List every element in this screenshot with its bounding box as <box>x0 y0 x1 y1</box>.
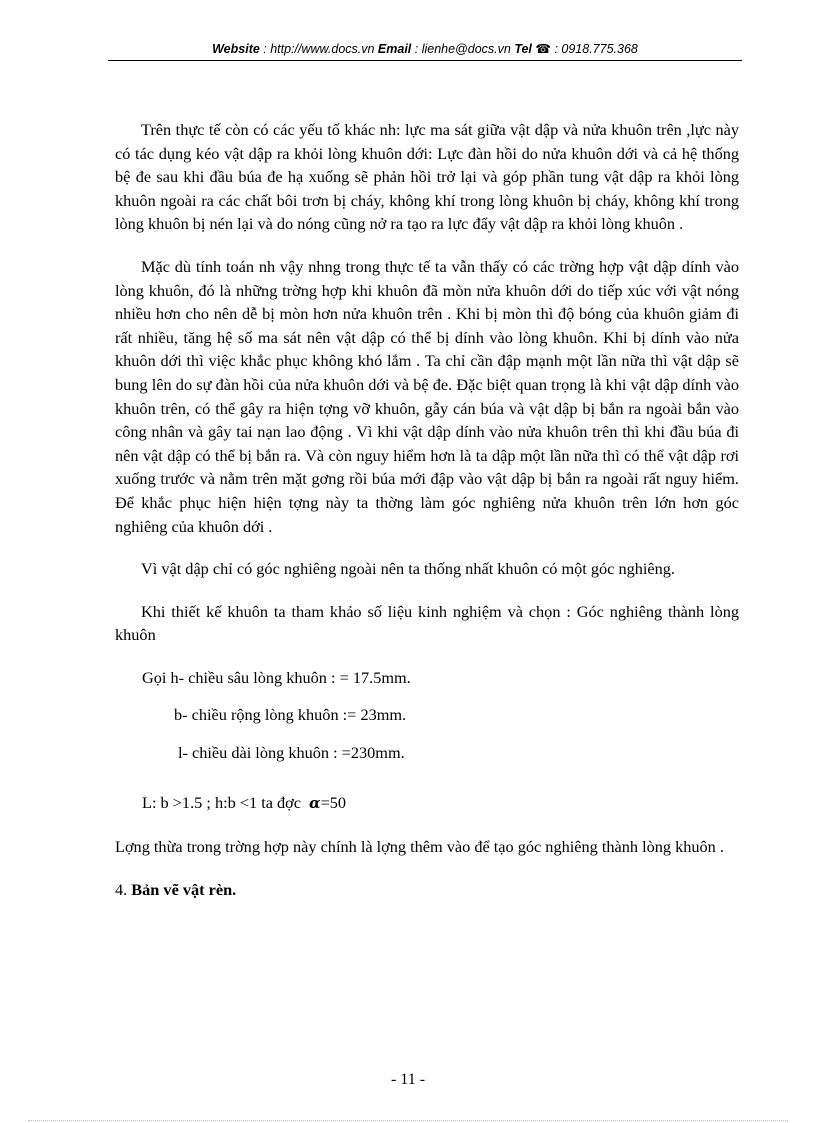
paragraph-allowance: Lợng thừa trong trờng hợp này chính là lợng thêm vào để tạo góc nghiêng thành lòng khuôn . <box>115 837 724 857</box>
section-number: 4. <box>115 879 128 899</box>
alpha-value: =50 <box>320 792 347 812</box>
definition-width: b- chiều rộng lòng khuôn := 23mm. <box>174 705 407 725</box>
document-body <box>115 118 739 918</box>
paragraph-draft-angle: Vì vật dập chỉ có góc nghiêng ngoài nên ta thống nhất khuôn có một góc nghiêng. <box>141 559 675 579</box>
page-header <box>108 40 742 58</box>
email-value: : lienhe@docs.vn <box>411 42 515 56</box>
paragraph-design-reference: Khi thiết kế khuôn ta tham khảo số liệu kinh nghiệm và chọn : Góc nghiêng thành lòng khuôn <box>115 601 739 645</box>
website-label: Website <box>212 42 260 56</box>
definition-depth: Gọi h- chiều sâu lòng khuôn : = 17.5mm. <box>142 667 411 687</box>
tel-value: : 0918.775.368 <box>550 42 638 56</box>
section-title: Bản vẽ vật rèn. <box>131 879 237 899</box>
paragraph-sticking-cases: Mặc dù tính toán nh vậy nhng trong thực tế ta vẫn thấy có các trờng hợp vật dập dính vào lòng khuôn, đó là những trờng hợp khi khuôn đã mòn nửa khuôn dới do tiếp xúc với vật nóng nhiều hơn cho nên dễ bị mòn hơn nửa khuôn trên . Khi bị mòn thì độ bóng của khuôn giảm đi rất nhiều, tăng hệ số ma sát nên vật dập có thể bị dính vào lòng khuôn. Khi bị dính vào nửa khuôn dới thì việc khắc phục không khó lắm . Ta chỉ cần đập mạnh một lần nữa thì vật dập sẽ bung lên do sự đàn hồi của nửa khuôn dới và bệ đe. Đặc biệt quan trọng là khi vật dập dính vào khuôn trên, có thể gây ra hiện tợng vỡ khuôn, gẫy cán búa và vật dập bị bắn ra ngoài bắn vào công nhân và gây tai nạn lao động . Vì khi vật dập dính vào nửa khuôn trên thì khi đầu búa đi nên vật dập có thể bị bắn ra. Và còn nguy hiểm hơn là ta dập một lần nữa thì có thể vật dập rơi xuống trước và nằm trên mặt gơng rồi búa mới đập vào vật dập bị bắn ra ngoài rất nguy hiểm. Để khắc phục hiện hiện tợng này ta thờng làm góc nghiêng nửa khuôn trên lớn hơn góc nghiêng của khuôn dới . <box>115 256 739 536</box>
section-heading <box>115 878 739 902</box>
alpha-symbol: α <box>309 793 321 812</box>
email-label: Email <box>377 42 412 56</box>
tel-label: Tel <box>514 42 532 56</box>
website-value: : http://www.docs.vn <box>259 42 378 56</box>
phone-icon: ☎ <box>535 42 551 56</box>
header-divider <box>108 60 742 61</box>
ratio-text: L: b >1.5 ; h:b <1 ta đợc <box>142 792 302 812</box>
ratio-formula <box>142 791 739 816</box>
definition-length: l- chiều dài lòng khuôn : =230mm. <box>178 743 405 763</box>
paragraph-friction-forces: Trên thực tế còn có các yếu tố khác nh: lực ma sát giữa vật dập và nửa khuôn trên ,lực này có tác dụng kéo vật dập ra khỏi lòng khuôn dới: Lực đàn hồi do nửa khuôn dới và cả hệ thống bệ đe sau khi đầu búa đe hạ xuống sẽ phản hồi trở lại và góp phần tung vật dập ra khỏi lòng khuôn ngoài ra các chất bôi trơn bị cháy, không khí trong lòng khuôn bị cháy, không khí trong lòng khuôn bị nén lại và do nóng cũng nở ra tạo ra lực đẩy vật dập ra khỏi lòng khuôn . <box>115 120 739 234</box>
page-bottom-border <box>28 1120 788 1121</box>
page-number: - 11 - <box>390 1071 426 1088</box>
